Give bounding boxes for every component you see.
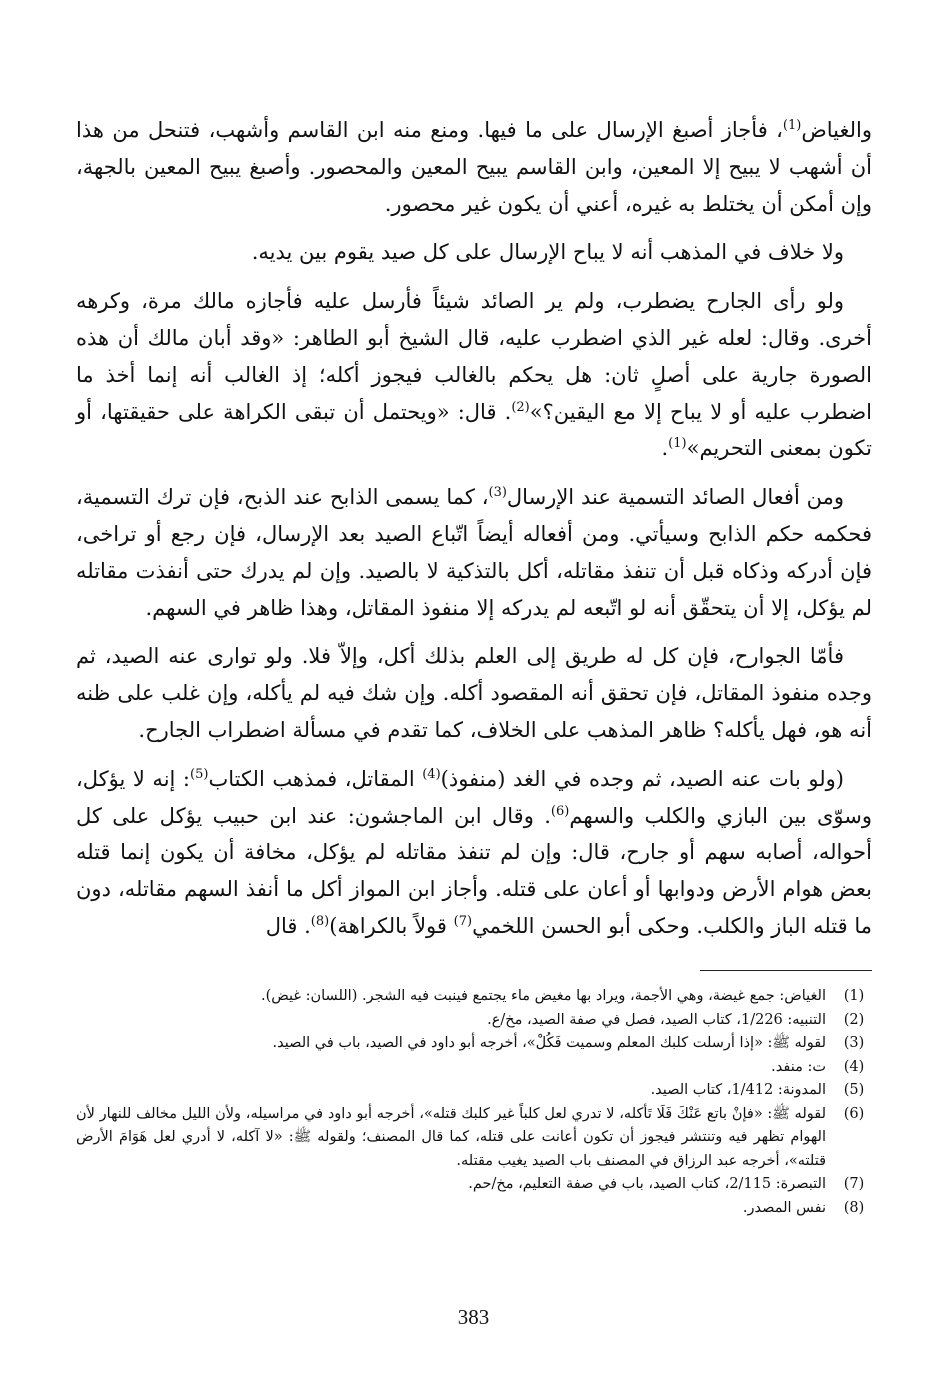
main-text: [76, 112, 872, 957]
footnote-ref-1: (1): [782, 118, 802, 133]
footnote: [76, 1103, 872, 1174]
footnote-ref-7: (7): [453, 913, 473, 929]
footnote-ref-2: (2): [511, 399, 530, 415]
page-number: 383: [457, 1305, 490, 1329]
footnote-text: التبصرة: 2/115، كتاب الصيد، باب في صفة التعليم، مخ/حم.: [468, 1176, 826, 1192]
paragraph-6: (ولو بات عنه الصيد، ثم وجده في الغد (منفوذ)$^{(4)}$ المقاتل، فمذهب الكتاب$^{(5)}$: إنه لا يؤكل، وسوّى بين البازي والكلب والسهم$^{(6)}$. وقال ابن الماجشون: عند ابن حبيب يؤكل على كل أحواله، أصابه سهم أو جارح، قال: وإن لم تنفذ مقاتله لم يؤكل، مخافة أن يكون إنما قتله بعض هوام الأرض ودوابها أو أعان على قتله. وأجاز ابن المواز أكل ما أنفذ السهم مقاتله، دون ما قتله الباز والكلب. وحكى أبو الحسن اللخمي$^{(7)}$ قولاً بالكراهة)$^{(8)}$. قال: [76, 766, 872, 938]
paragraph-4: ومن أفعال الصائد التسمية عند الإرسال$^{(3)}$، كما يسمى الذابح عند الذبح، فإن ترك التسمية، فحكمه حكم الذابح وسيأتي. ومن أفعاله أيضاً اتّباع الصيد بعد الإرسال، فإن رجع أو تراخى، فإن أدركه وذكاه قبل أن تنفذ مقاتله، أكل بالتذكية لا بالصيد. وإن لم يدرك حتى أنفذت مقاتله لم يؤكل، إلا أن يتحقّق أنه لو اتّبعه لم يدركه إلا منفوذ المقاتل، وهذا ظاهر في السهم.: [76, 485, 872, 620]
footnote-ref-5: (5): [190, 766, 209, 782]
footnote-text: الغياض: جمع غيضة، وهي الأجمة، ويراد بها مغيض ماء يجتمع فينبت فيه الشجر. (اللسان: غيض).: [260, 988, 826, 1004]
footnote-text: نفس المصدر.: [742, 1199, 826, 1216]
footnote-ref-6: (6): [550, 803, 570, 819]
footnote-ref-3: (3): [488, 485, 507, 501]
footnote-ref-8: (8): [310, 913, 330, 929]
footnote-number: (6): [843, 1105, 865, 1122]
footnote-text: المدونة: 1/412، كتاب الصيد.: [650, 1082, 826, 1098]
paragraph-5: فأمّا الجوارح، فإن كل له طريق إلى العلم بذلك أكل، وإلاّ فلا. ولو توارى عنه الصيد، ثم وجده منفوذ المقاتل، فإن تحقق أنه المقصود أكله. وإن شك فيه لم يأكله، وإن غلب على ظنه أنه هو، فهل يأكله؟ ظاهر المذهب على الخلاف، كما تقدم في مسألة اضطراب الجارح.: [76, 644, 872, 742]
footnote: [76, 985, 872, 1009]
paragraph-3: ولو رأى الجارح يضطرب، ولم ير الصائد شيئاً فأرسل عليه فأجازه مالك مرة، وكرهه أخرى. وقال: لعله غير الذي اضطرب عليه، قال الشيخ أبو الطاهر: «وقد أبان مالك أن هذه الصورة جارية على أصلٍ ثان: هل يحكم بالغالب فيجوز أكله؛ إذ الغالب أنه إنما أخذ ما اضطرب عليه أو لا يباح إلا مع اليقين؟»$^{(2)}$. قال: «ويحتمل أن تبقى الكراهة على حقيقتها، أو تكون بمعنى التحريم»$^{(1)}$.: [76, 289, 872, 461]
footnote-number: (2): [843, 1011, 865, 1028]
footnote-text: لقوله ﷺ: «فإنْ باتع عَنْكَ فَلَا تَأكله، لا تدري لعل كلباً غير كلبك قتله»، أخرجه أبو داود في مراسيله، ولأن الليل مخالف للنهار لأن الهوام تظهر فيه وتنتشر فيجوز أن تكون أعانت على قتله، كما قال المصنف؛ ولقوله ﷺ: «لا آكله، لا أدري لعل هَوَامَ الأرض قتلته»، أخرجه عبد الرزاق في المصنف باب الصيد يغيب مقتله.: [76, 1105, 826, 1169]
footnote-number: (4): [843, 1058, 865, 1075]
paragraph-2: ولا خلاف في المذهب أنه لا يباح الإرسال على كل صيد يقوم بين يديه.: [251, 240, 844, 265]
footnote-number: (1): [843, 988, 865, 1004]
footnotes: [76, 985, 872, 1220]
footnote-number: (8): [843, 1199, 865, 1216]
footnote: [76, 1079, 872, 1103]
footnote-ref-1b: (1): [668, 436, 687, 452]
footnote: [76, 1009, 872, 1033]
footnote-text: التنبيه: 1/226، كتاب الصيد، فصل في صفة الصيد، مخ/ع.: [487, 1011, 826, 1028]
footnote-number: (5): [843, 1082, 865, 1098]
footnote-separator: [700, 970, 872, 971]
footnote: [76, 1173, 872, 1197]
footnote: [76, 1032, 872, 1056]
footnote-ref-4: (4): [422, 766, 441, 782]
footnote-number: (7): [843, 1176, 865, 1192]
footnote-text: ت: منفد.: [771, 1058, 826, 1075]
footnote: [76, 1197, 872, 1221]
paragraph-1: والغياض$^{(1)}$، فأجاز أصبغ الإرسال على ما فيها. ومنع منه ابن القاسم وأشهب، فتنحل من هذا أن أشهب لا يبيح إلا المعين، وابن القاسم يبيح المعين والمحصور. وأصبغ يبيح المعين بالجهة، وإن أمكن أن يختلط به غيره، أعني أن يكون غير محصور.: [76, 118, 872, 216]
footnote: [76, 1056, 872, 1080]
footnote-number: (3): [843, 1035, 865, 1051]
footnote-text: لقوله ﷺ: «إذا أرسلت كلبك المعلم وسميت فَكُلْ»، أخرجه أبو داود في الصيد، باب في الصيد.: [272, 1035, 826, 1051]
